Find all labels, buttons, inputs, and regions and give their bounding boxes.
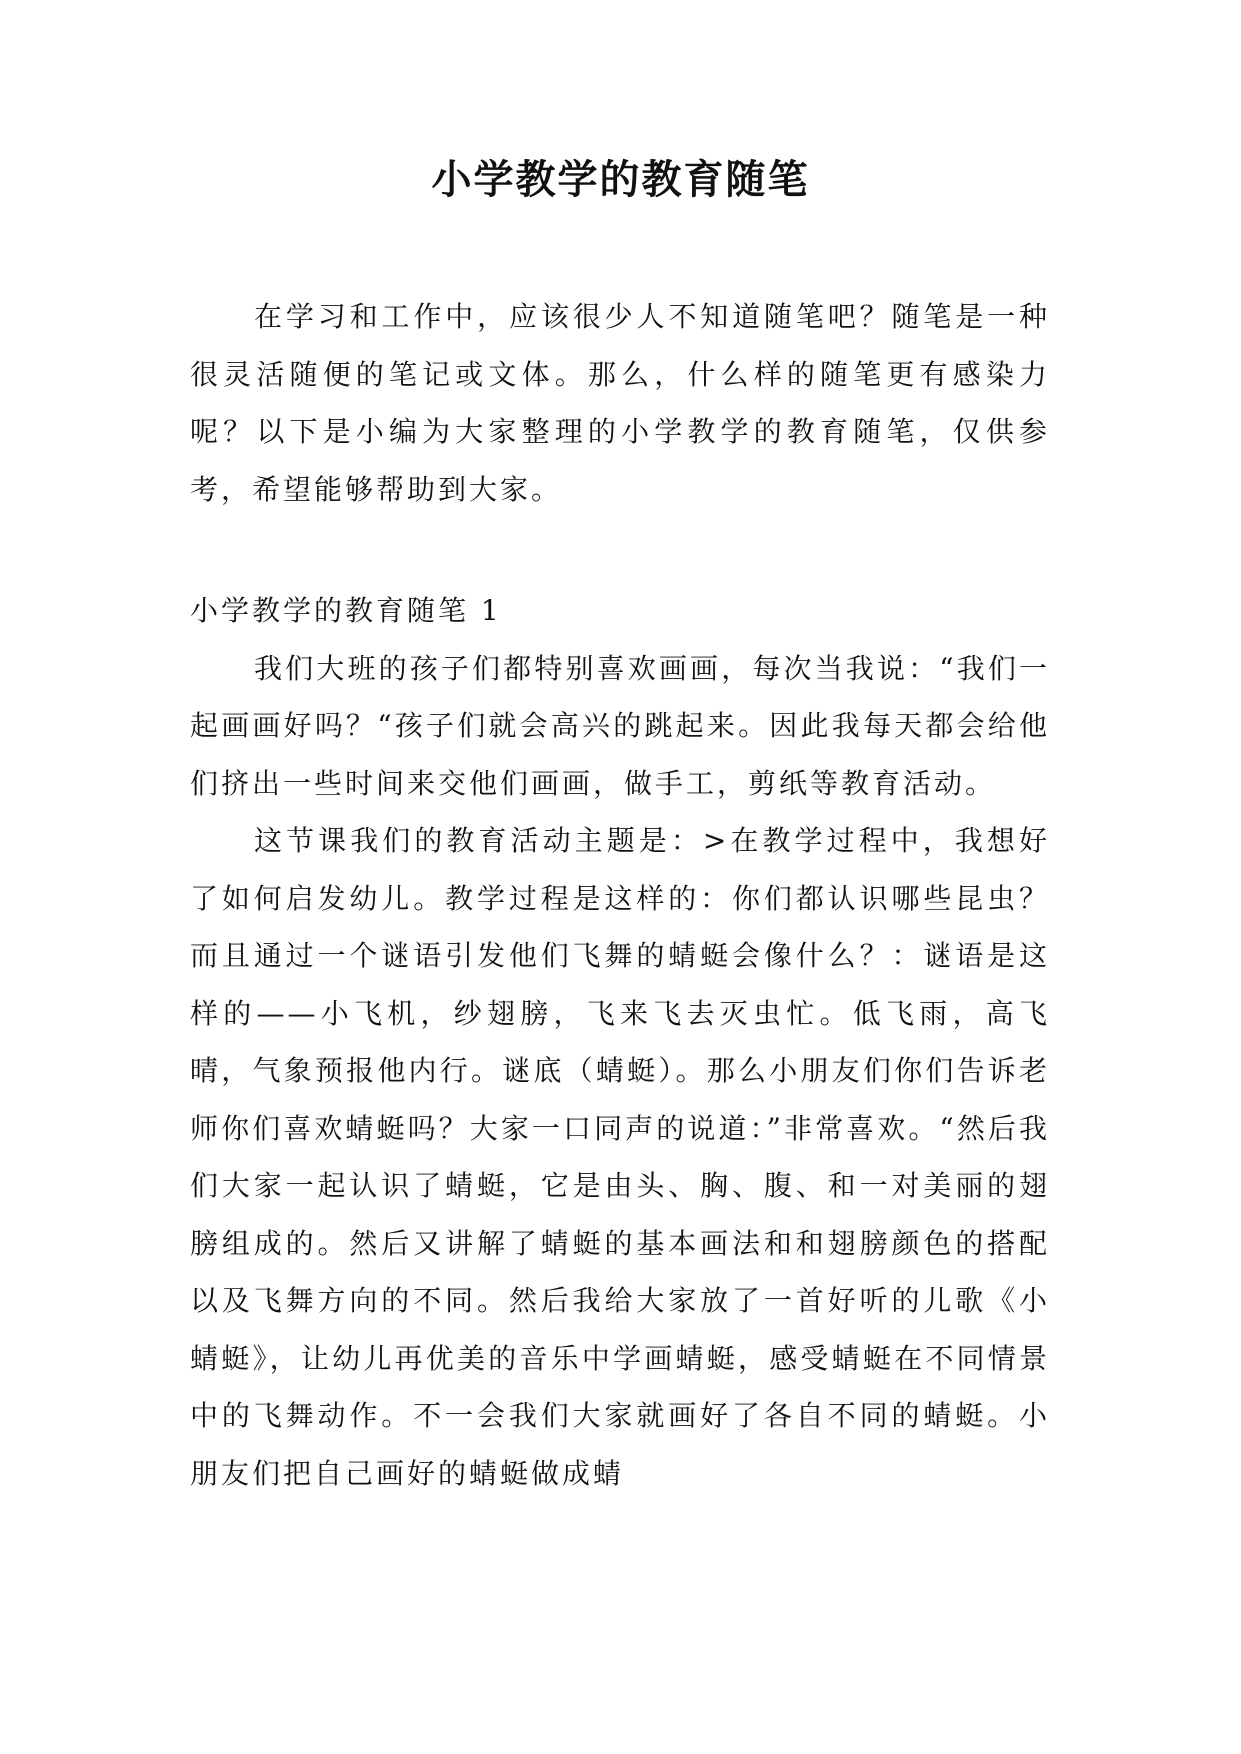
intro-paragraph: 在学习和工作中，应该很少人不知道随笔吧？随笔是一种很灵活随便的笔记或文体。那么，什么样的随笔更有感染力呢？以下是小编为大家整理的小学教学的教育随笔，仅供参考，希望能够帮助到大家。 — [190, 300, 1050, 506]
document-title: 小学教学的教育随笔 — [431, 156, 810, 203]
section-heading: 小学教学的教育随笔 1 — [190, 594, 502, 627]
body-paragraph-1: 我们大班的孩子们都特别喜欢画画，每次当我说：“我们一起画画好吗？“孩子们就会高兴的跳起来。因此我每天都会给他们挤出一些时间来交他们画画，做手工，剪纸等教育活动。 — [190, 651, 1050, 800]
section-1 — [190, 582, 1050, 1502]
intro-block — [190, 288, 1050, 518]
body-paragraph-2: 这节课我们的教育活动主题是：>在教学过程中，我想好了如何启发幼儿。教学过程是这样的：你们都认识哪些昆虫？而且通过一个谜语引发他们飞舞的蜻蜓会像什么？：谜语是这样的——小飞机，纱翅膀，飞来飞去灭虫忙。低飞雨，高飞晴，气象预报他内行。谜底（蜻蜓）。那么小朋友们你们告诉老师你们喜欢蜻蜓吗？大家一口同声的说道：”非常喜欢。“然后我们大家一起认识了蜻蜓，它是由头、胸、腹、和一对美丽的翅膀组成的。然后又讲解了蜻蜓的基本画法和和翅膀颜色的搭配以及飞舞方向的不同。然后我给大家放了一首好听的儿歌《小蜻蜓》，让幼儿再优美的音乐中学画蜻蜓，感受蜻蜓在不同情景中的飞舞动作。不一会我们大家就画好了各自不同的蜻蜓。小朋友们把自己画好的蜻蜓做成蜻 — [190, 824, 1050, 1490]
